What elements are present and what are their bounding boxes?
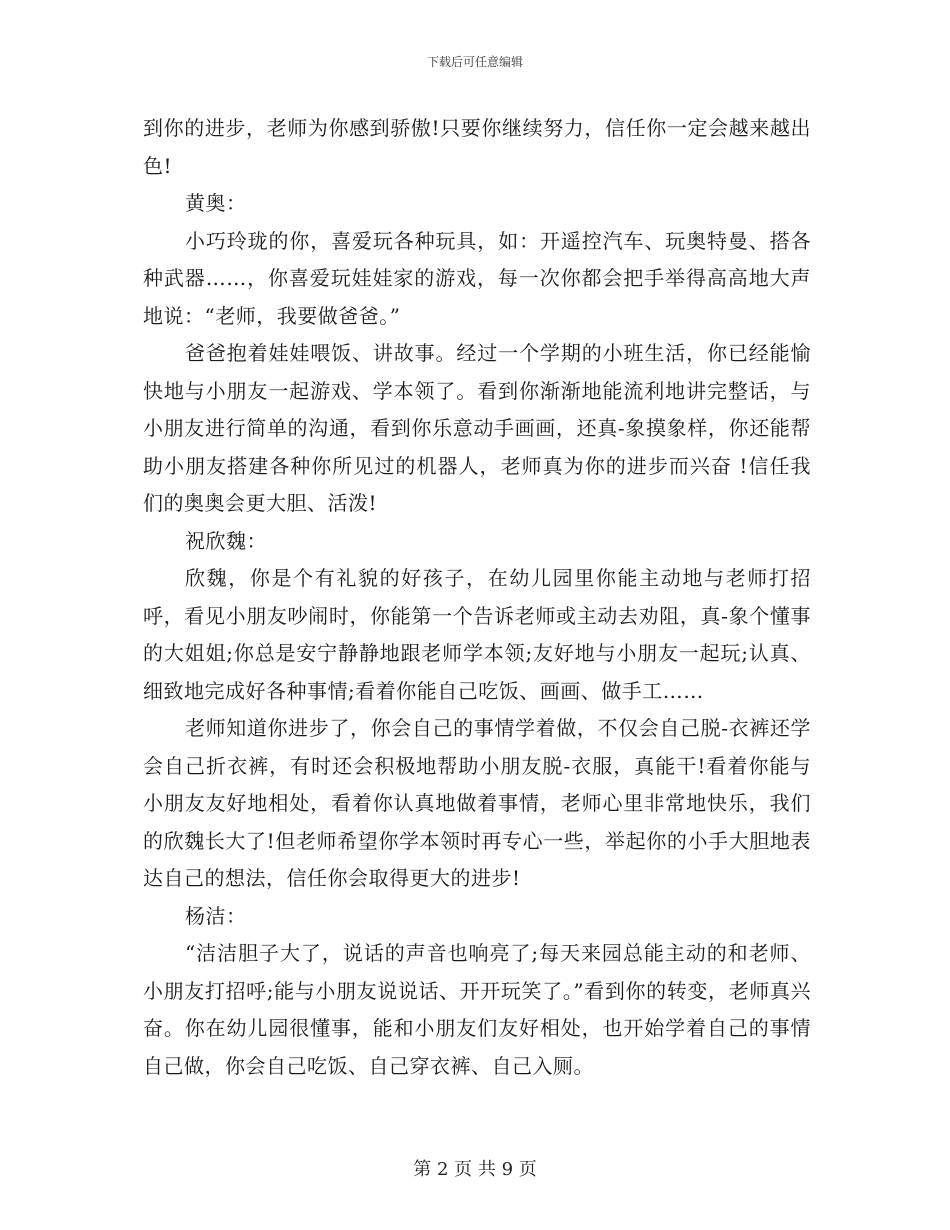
page-header: 下载后可任意编辑 [426,55,523,69]
comment-paragraph: 老师知道你进步了，你会自己的事情学着做，不仅会自己脱-衣裤还学会自己折衣裤，有时还会积极地帮助小朋友脱-衣服，真能干!看着你能与小朋友友好地相处，看着你认真地做着事情，老师心里非常地快乐，我们的欣魏长大了!但老师希望你学本领时再专心一些，举起你的小手大胆地表达自己的想法，信任你会取得更大的进步! [143,716,811,890]
student-name-yang-jie: 杨洁： [185,903,247,928]
page-footer: 第 2 页 共 9 页 [413,1159,537,1180]
comment-paragraph: “洁洁胆子大了，说话的声音也响亮了;每天来园总能主动的和老师、小朋友打招呼;能与小朋友说说话、开开玩笑了。”看到你的转变，老师真兴奋。你在幼儿园很懂事，能和小朋友们友好相处，也开始学着自己的事情自己做，你会自己吃饭、自己穿衣裤、自己入厕。 [143,941,811,1078]
comment-paragraph: 爸爸抱着娃娃喂饭、讲故事。经过一个学期的小班生活，你已经能愉快地与小朋友一起游戏、学本领了。看到你渐渐地能流利地讲完整话，与小朋友进行简单的沟通，看到你乐意动手画画，还真-象摸象样，你还能帮助小朋友搭建各种你所见过的机器人，老师真为你的进步而兴奋 !信任我们的奥奥会更大胆、活泼! [143,341,811,515]
paragraph-continuation: 到你的进步，老师为你感到骄傲!只要你继续努力，信任你一定会越来越出色! [143,116,811,178]
student-name-huang-ao: 黄奥： [185,191,247,215]
student-name-zhu-xinwei: 祝欣魏： [185,528,267,553]
document-body [143,110,811,1085]
comment-paragraph: 小巧玲珑的你，喜爱玩各种玩具，如：开遥控汽车、玩奥特曼、搭各种武器……，你喜爱玩娃娃家的游戏，每一次你都会把手举得高高地大声地说：“老师，我要做爸爸。” [143,228,811,328]
comment-paragraph: 欣魏，你是个有礼貌的好孩子，在幼儿园里你能主动地与老师打招呼，看见小朋友吵闹时，你能第一个告诉老师或主动去劝阻，真-象个懂事的大姐姐;你总是安宁静静地跟老师学本领;友好地与小朋友一起玩;认真、细致地完成好各种事情;看着你能自己吃饭、画画、做手工…… [143,566,811,703]
